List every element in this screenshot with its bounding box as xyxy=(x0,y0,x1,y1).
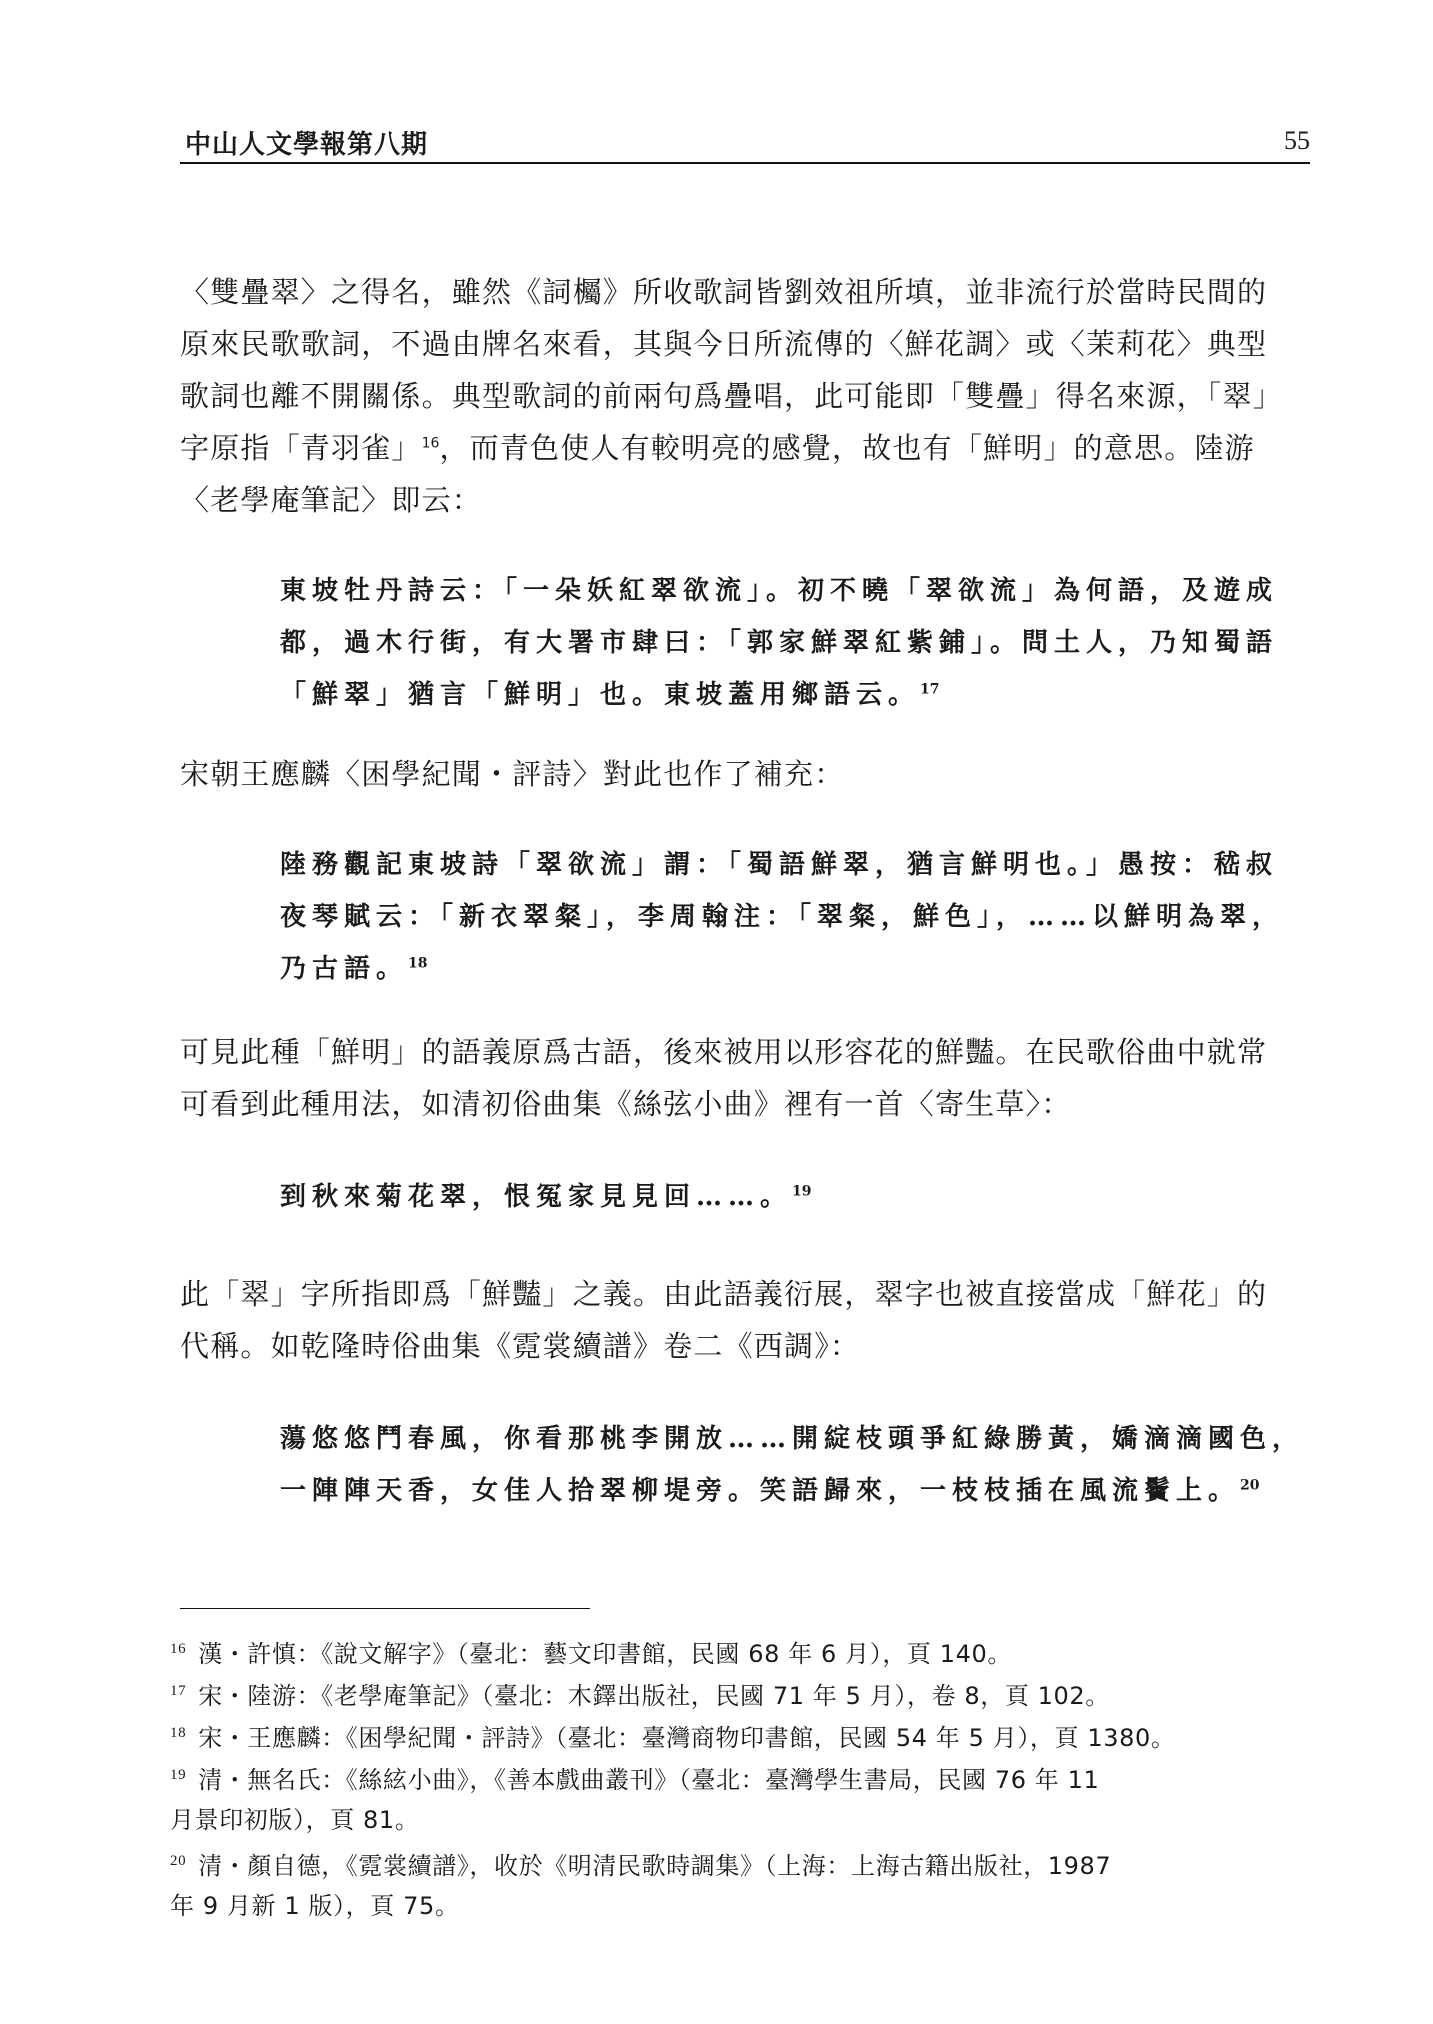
paragraph-text: ，而青色使人有較明亮的感覺，故也有「鮮明」的意思。陸游 xyxy=(439,431,1255,465)
block-quote-line xyxy=(280,1470,1260,1507)
footnote xyxy=(170,1846,1111,1881)
footnote-ref: 16 xyxy=(421,435,440,452)
paragraph-line: 〈雙疊翠〉之得名，雖然《詞欘》所收歌詞皆劉效祖所填，並非流行於當時民間的 xyxy=(180,275,1268,309)
block-quote-line: 夜琴賦云：「新衣翠粲」，李周翰注：「翠粲，鮮色」，……以鮮明為翠， xyxy=(280,902,1285,932)
paragraph-line: 代稱。如乾隆時俗曲集《霓裳續譜》卷二《西調》： xyxy=(180,1329,861,1363)
footnote xyxy=(170,1760,1099,1795)
footnote-continuation: 年 9 月新 1 版），頁 75。 xyxy=(170,1892,460,1920)
footnote-ref: 19 xyxy=(792,1183,812,1200)
footnote-number: 18 xyxy=(170,1725,187,1741)
paragraph-line: 可見此種「鮮明」的語義原爲古語，後來被用以形容花的鮮豔。在民歌俗曲中就常 xyxy=(180,1035,1268,1069)
footnote xyxy=(170,1634,1012,1669)
footnote-number: 16 xyxy=(170,1641,187,1657)
paragraph-line: 此「翠」字所指即爲「鮮豔」之義。由此語義衍展，翠字也被直接當成「鮮花」的 xyxy=(180,1277,1268,1311)
quote-text: 到秋來菊花翠，恨冤家見見回……。 xyxy=(280,1182,793,1212)
paragraph-line: 可看到此種用法，如清初俗曲集《絲弦小曲》裡有一首〈寄生草〉： xyxy=(180,1087,1072,1121)
page-number: 55 xyxy=(1284,126,1310,155)
quote-text: 「鮮翠」猶言「鮮明」也。東坡蓋用鄉語云。 xyxy=(280,680,921,710)
footnote-continuation: 月景印初版），頁 81。 xyxy=(170,1806,420,1834)
paragraph-text: 字原指「青羽雀」 xyxy=(180,431,422,465)
footnote-ref: 20 xyxy=(1240,1477,1260,1494)
running-header xyxy=(180,120,1310,160)
block-quote-line: 都，過木行街，有大署市肆曰：「郭家鮮翠紅紫鋪」。問土人，乃知蜀語 xyxy=(280,628,1279,658)
block-quote-line xyxy=(280,674,940,711)
footnote-text: 清・顏自德，《霓裳續譜》，收於《明清民歌時調集》（上海：上海古籍出版社，1987 xyxy=(198,1852,1112,1880)
block-quote-line: 陸務觀記東坡詩「翠欲流」謂：「蜀語鮮翠，猶言鮮明也。」愚按：嵇叔 xyxy=(280,850,1279,880)
footnote-text: 清・無名氏：《絲絃小曲》，《善本戲曲叢刊》（臺北：臺灣學生書局，民國 76 年 11 xyxy=(198,1766,1100,1794)
paragraph-line xyxy=(180,426,1255,467)
footnote-number: 19 xyxy=(170,1767,187,1783)
footnote-text: 宋・王應麟：《困學紀聞・評詩》（臺北：臺灣商物印書館，民國 54 年 5 月），頁 1380。 xyxy=(198,1724,1176,1752)
paragraph-line: 歌詞也離不開關係。典型歌詞的前兩句爲疊唱，此可能即「雙疊」得名來源，「翠」 xyxy=(180,379,1283,413)
footnote-number: 20 xyxy=(170,1853,187,1869)
footnote-ref: 18 xyxy=(408,955,428,972)
footnote xyxy=(170,1676,1110,1711)
quote-text: 乃古語。 xyxy=(280,954,409,984)
footnote-number: 17 xyxy=(170,1683,187,1699)
footnote-rule xyxy=(180,1608,590,1609)
block-quote-line: 蕩悠悠鬥春風，你看那桃李開放……開綻枝頭爭紅綠勝黃，嬌滴滴國色， xyxy=(280,1424,1305,1454)
header-rule xyxy=(180,162,1310,164)
block-quote-line xyxy=(280,948,428,985)
footnote xyxy=(170,1718,1175,1753)
footnote-text: 宋・陸游：《老學庵筆記》（臺北：木鐸出版社，民國 71 年 5 月），卷 8，頁 102。 xyxy=(198,1682,1110,1710)
block-quote-line xyxy=(280,1176,812,1213)
footnote-text: 漢・許慎：《說文解字》（臺北：藝文印書館，民國 68 年 6 月），頁 140。 xyxy=(198,1640,1012,1668)
quote-text: 一陣陣天香，女佳人拾翠柳堤旁。笑語歸來，一枝枝插在風流鬢上。 xyxy=(280,1476,1241,1506)
footnote-ref: 17 xyxy=(920,681,940,698)
paragraph-line: 原來民歌歌詞，不過由牌名來看，其與今日所流傳的〈鮮花調〉或〈茉莉花〉典型 xyxy=(180,327,1268,361)
block-quote-line: 東坡牡丹詩云：「一朵妖紅翠欲流」。初不曉「翠欲流」為何語，及遊成 xyxy=(280,576,1279,606)
journal-title: 中山人文學報第八期 xyxy=(185,130,429,160)
paragraph-line: 〈老學庵筆記〉即云： xyxy=(180,483,483,517)
paragraph-line: 宋朝王應麟〈困學紀聞・評詩〉對此也作了補充： xyxy=(180,757,845,791)
